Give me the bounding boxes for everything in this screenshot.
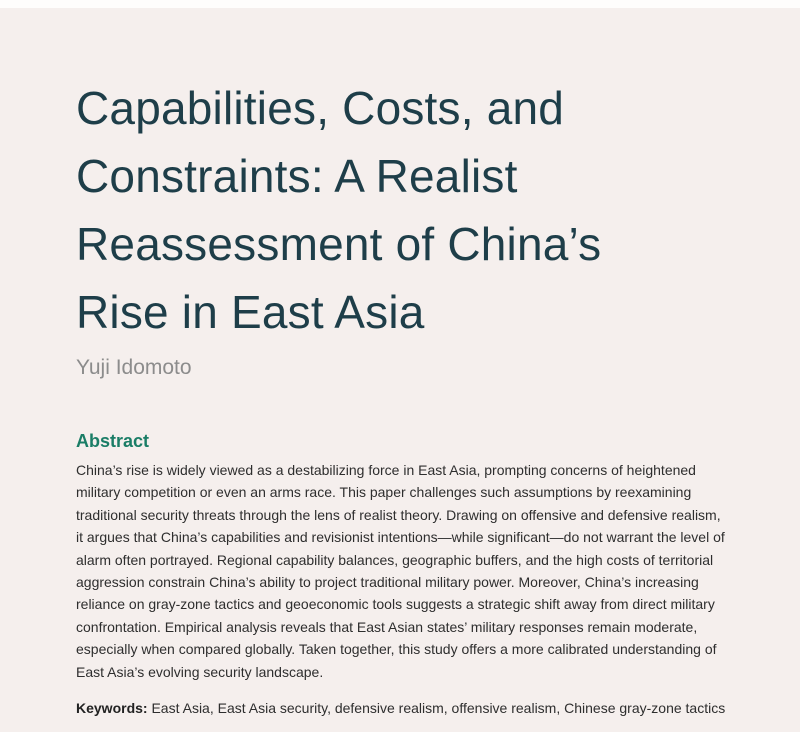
author-name: Yuji Idomoto (76, 356, 192, 379)
paper-title: Capabilities, Costs, and Constraints: A Realist Reassessment of China’s Rise in East Asia (76, 82, 602, 338)
abstract-text: China’s rise is widely viewed as a destabilizing force in East Asia, prompting concerns of heightened military competition or even an arms race. This paper challenges such assumptions by reexamining traditional security threats through the lens of realist theory. Drawing on offensive and defensive realism, it argues that China’s capabilities and revisionist intentions—while significant—do not warrant the level of alarm often portrayed. Regional capability balances, geographic buffers, and the high costs of territorial aggression constrain China’s ability to project traditional military power. Moreover, China’s increasing reliance on gray-zone tactics and geoeconomic tools suggests a strategic shift away from direct military confrontation. Empirical analysis reveals that East Asian states’ military responses remain moderate, especially when compared globally. Taken together, this study offers a more calibrated understanding of East Asia’s evolving security landscape. (76, 462, 725, 680)
keywords-text: East Asia, East Asia security, defensive realism, offensive realism, Chinese gray-zone tactics (151, 700, 726, 717)
paper-content (0, 74, 800, 719)
abstract-heading: Abstract (76, 431, 150, 451)
keywords-label: Keywords: (76, 700, 148, 717)
keywords-line (76, 697, 726, 719)
top-strip (0, 0, 800, 8)
